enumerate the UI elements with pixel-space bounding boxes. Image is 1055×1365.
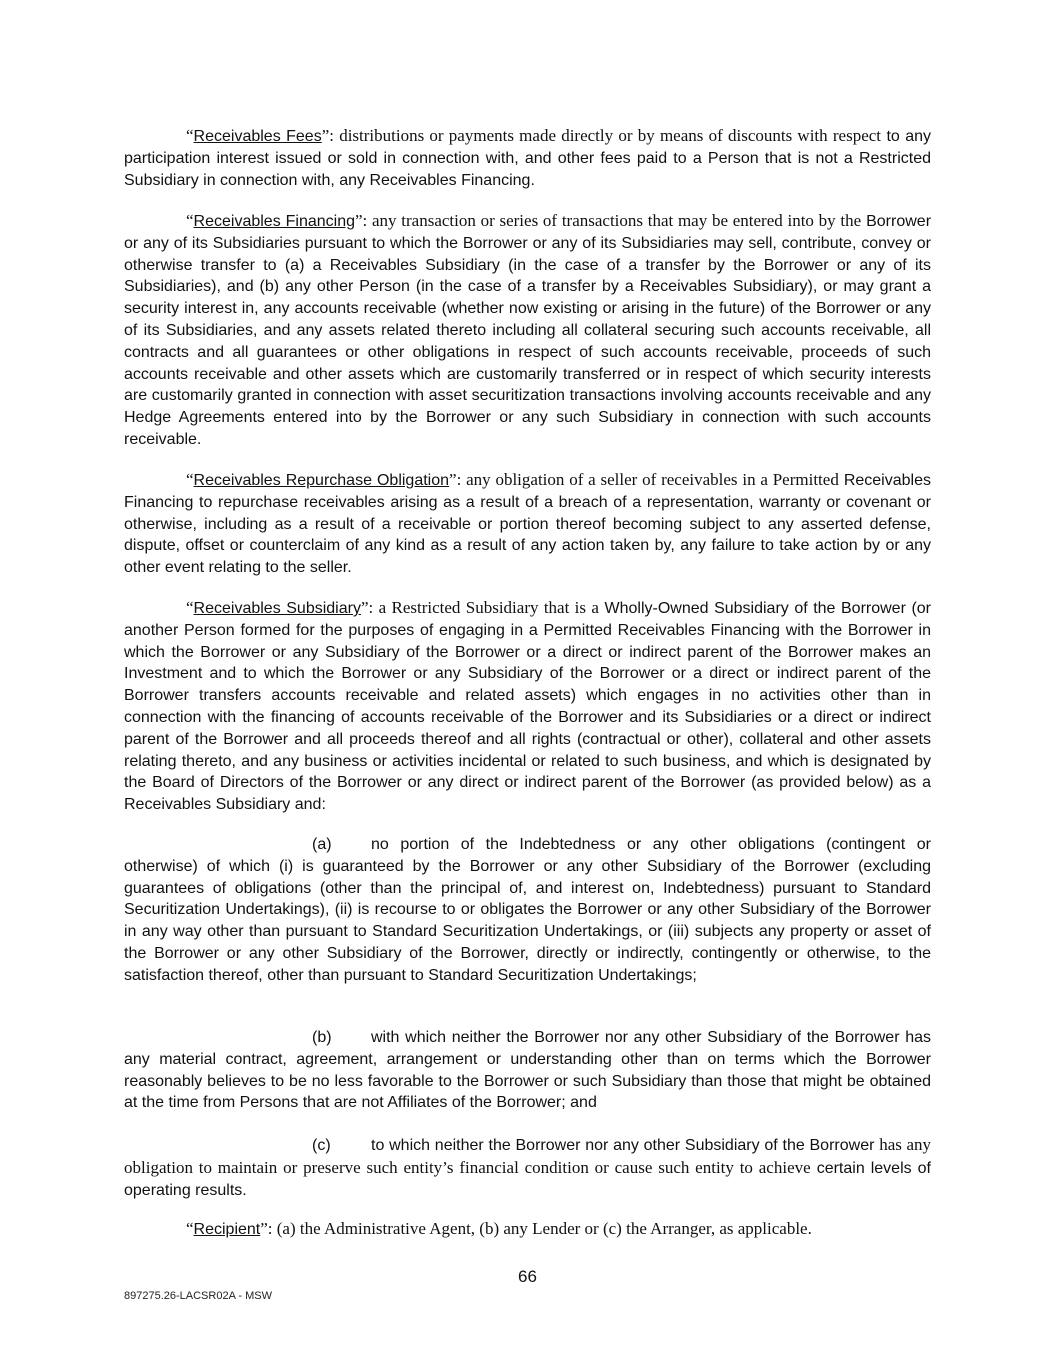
clause-b — [124, 1027, 931, 1114]
clause-text-rest: certain levels of operating results. — [124, 1159, 931, 1199]
open-quote: “ — [186, 211, 194, 230]
clause-label: (b) — [312, 1029, 332, 1046]
clause-a — [124, 834, 931, 987]
definition-lead: ”: distributions or payments made directly or by means of discounts with respect — [321, 126, 882, 145]
page-number: 66 — [518, 1267, 537, 1286]
definition-receivables-repurchase-obligation — [124, 469, 931, 579]
definition-lead: ”: a Restricted Subsidiary that is a — [360, 598, 599, 617]
defined-term: Receivables Fees — [193, 128, 322, 145]
definition-body: to any participation interest issued or sold in connection with, and other fees paid to a Person that is not a Restricted Subsidiary in connection with, any Receivables Financing. — [124, 128, 931, 189]
definition-lead: ”: any transaction or series of transactions that may be entered into by the — [355, 211, 862, 230]
definition-body: Borrower or any of its Subsidiaries pursuant to which the Borrower or any of its Subsidiaries may sell, contribute, convey or otherwise transfer to (a) a Receivables Subsidiary (in the case of a transfer by the Borrower or any of its Subsidiaries), and (b) any other Person (in the case of a transfer by a Receivables Subsidiary), or may grant a security interest in, any accounts receivable (whether now existing or arising in the future) of the Borrower or any of its Subsidiaries, and any assets related thereto including all collateral securing such accounts receivable, all contracts and all guarantees or other obligations in respect of such accounts receivable, proceeds of such accounts receivable and other assets which are customarily transferred or in respect of which security interests are customarily granted in connection with asset securitization transactions involving accounts receivable and any Hedge Agreements entered into by the Borrower or any such Subsidiary in connection with such accounts receivable. — [124, 213, 932, 448]
clause-text: no portion of the Indebtedness or any other obligations (contingent or otherwise) of which (i) is guaranteed by the Borrower or any other Subsidiary of the Borrower (excluding guarantees of obligations (other than the principal of, and interest on, Indebtedness) pursuant to Standard Securitization Undertakings), (ii) is recourse to or obligates the Borrower or any other Subsidiary of the Borrower in any way other than pursuant to Standard Securitization Undertakings, or (iii) subjects any property or asset of the Borrower or any other Subsidiary of the Borrower, directly or indirectly, contingently or otherwise, to the satisfaction thereof, other than pursuant to Standard Securitization Undertakings; — [124, 836, 931, 984]
definition-lead: ”: any obligation of a seller of receivables in a Permitted — [449, 470, 839, 489]
open-quote: “ — [186, 126, 194, 145]
definition-receivables-subsidiary — [124, 597, 931, 816]
clause-label: (c) — [312, 1137, 331, 1154]
clause-text: to which neither the Borrower nor any other Subsidiary of the Borrower — [371, 1137, 875, 1154]
defined-term: Receivables Subsidiary — [193, 600, 361, 617]
open-quote: “ — [186, 470, 194, 489]
defined-term: Receivables Financing — [193, 213, 356, 230]
definition-lead: ”: (a) the Administrative Agent, (b) any Lender or (c) the Arranger, as applicable. — [260, 1219, 812, 1238]
defined-term: Receivables Repurchase Obligation — [193, 472, 450, 489]
open-quote: “ — [186, 1219, 194, 1238]
definition-receivables-fees — [124, 125, 931, 191]
open-quote: “ — [186, 598, 194, 617]
definition-body: Receivables Financing to repurchase receivables arising as a result of a breach of a representation, warranty or covenant or otherwise, including as a result of a receivable or portion thereof becoming subject to any asserted defense, dispute, offset or counterclaim of any kind as a result of any action taken by, any failure to take action by or any other event relating to the seller. — [124, 472, 931, 577]
clause-text-serif: has any obligation to maintain or preserve such entity’s financial condition or cause such entity to achieve — [124, 1135, 931, 1177]
definition-receivables-financing — [124, 210, 931, 451]
clause-c — [124, 1134, 931, 1201]
clause-text: with which neither the Borrower nor any other Subsidiary of the Borrower has any material contract, agreement, arrangement or understanding other than on terms which the Borrower reasonably believes to be no less favorable to the Borrower or such Subsidiary than those that might be obtained at the time from Persons that are not Affiliates of the Borrower; and — [124, 1029, 931, 1112]
document-footer-id: 897275.26-LACSR02A - MSW — [124, 1290, 272, 1302]
clause-label: (a) — [312, 836, 332, 853]
definition-recipient — [124, 1218, 931, 1241]
definition-body: Wholly-Owned Subsidiary of the Borrower (or another Person formed for the purposes of engaging in a Permitted Receivables Financing with the Borrower in which the Borrower or any Subsidiary of the Borrower or a direct or indirect parent of the Borrower makes an Investment and to which the Borrower or any Subsidiary of the Borrower or a direct or indirect parent of the Borrower transfers accounts receivable and related assets) which engages in no activities other than in connection with the financing of accounts receivable of the Borrower and its Subsidiaries or a direct or indirect parent of the Borrower and all proceeds thereof and all rights (contractual or other), collateral and other assets relating thereto, and any business or activities incidental or related to such business, and which is designated by the Board of Directors of the Borrower or any direct or indirect parent of the Borrower (as provided below) as a Receivables Subsidiary and: — [124, 600, 932, 814]
defined-term: Recipient — [193, 1221, 261, 1238]
